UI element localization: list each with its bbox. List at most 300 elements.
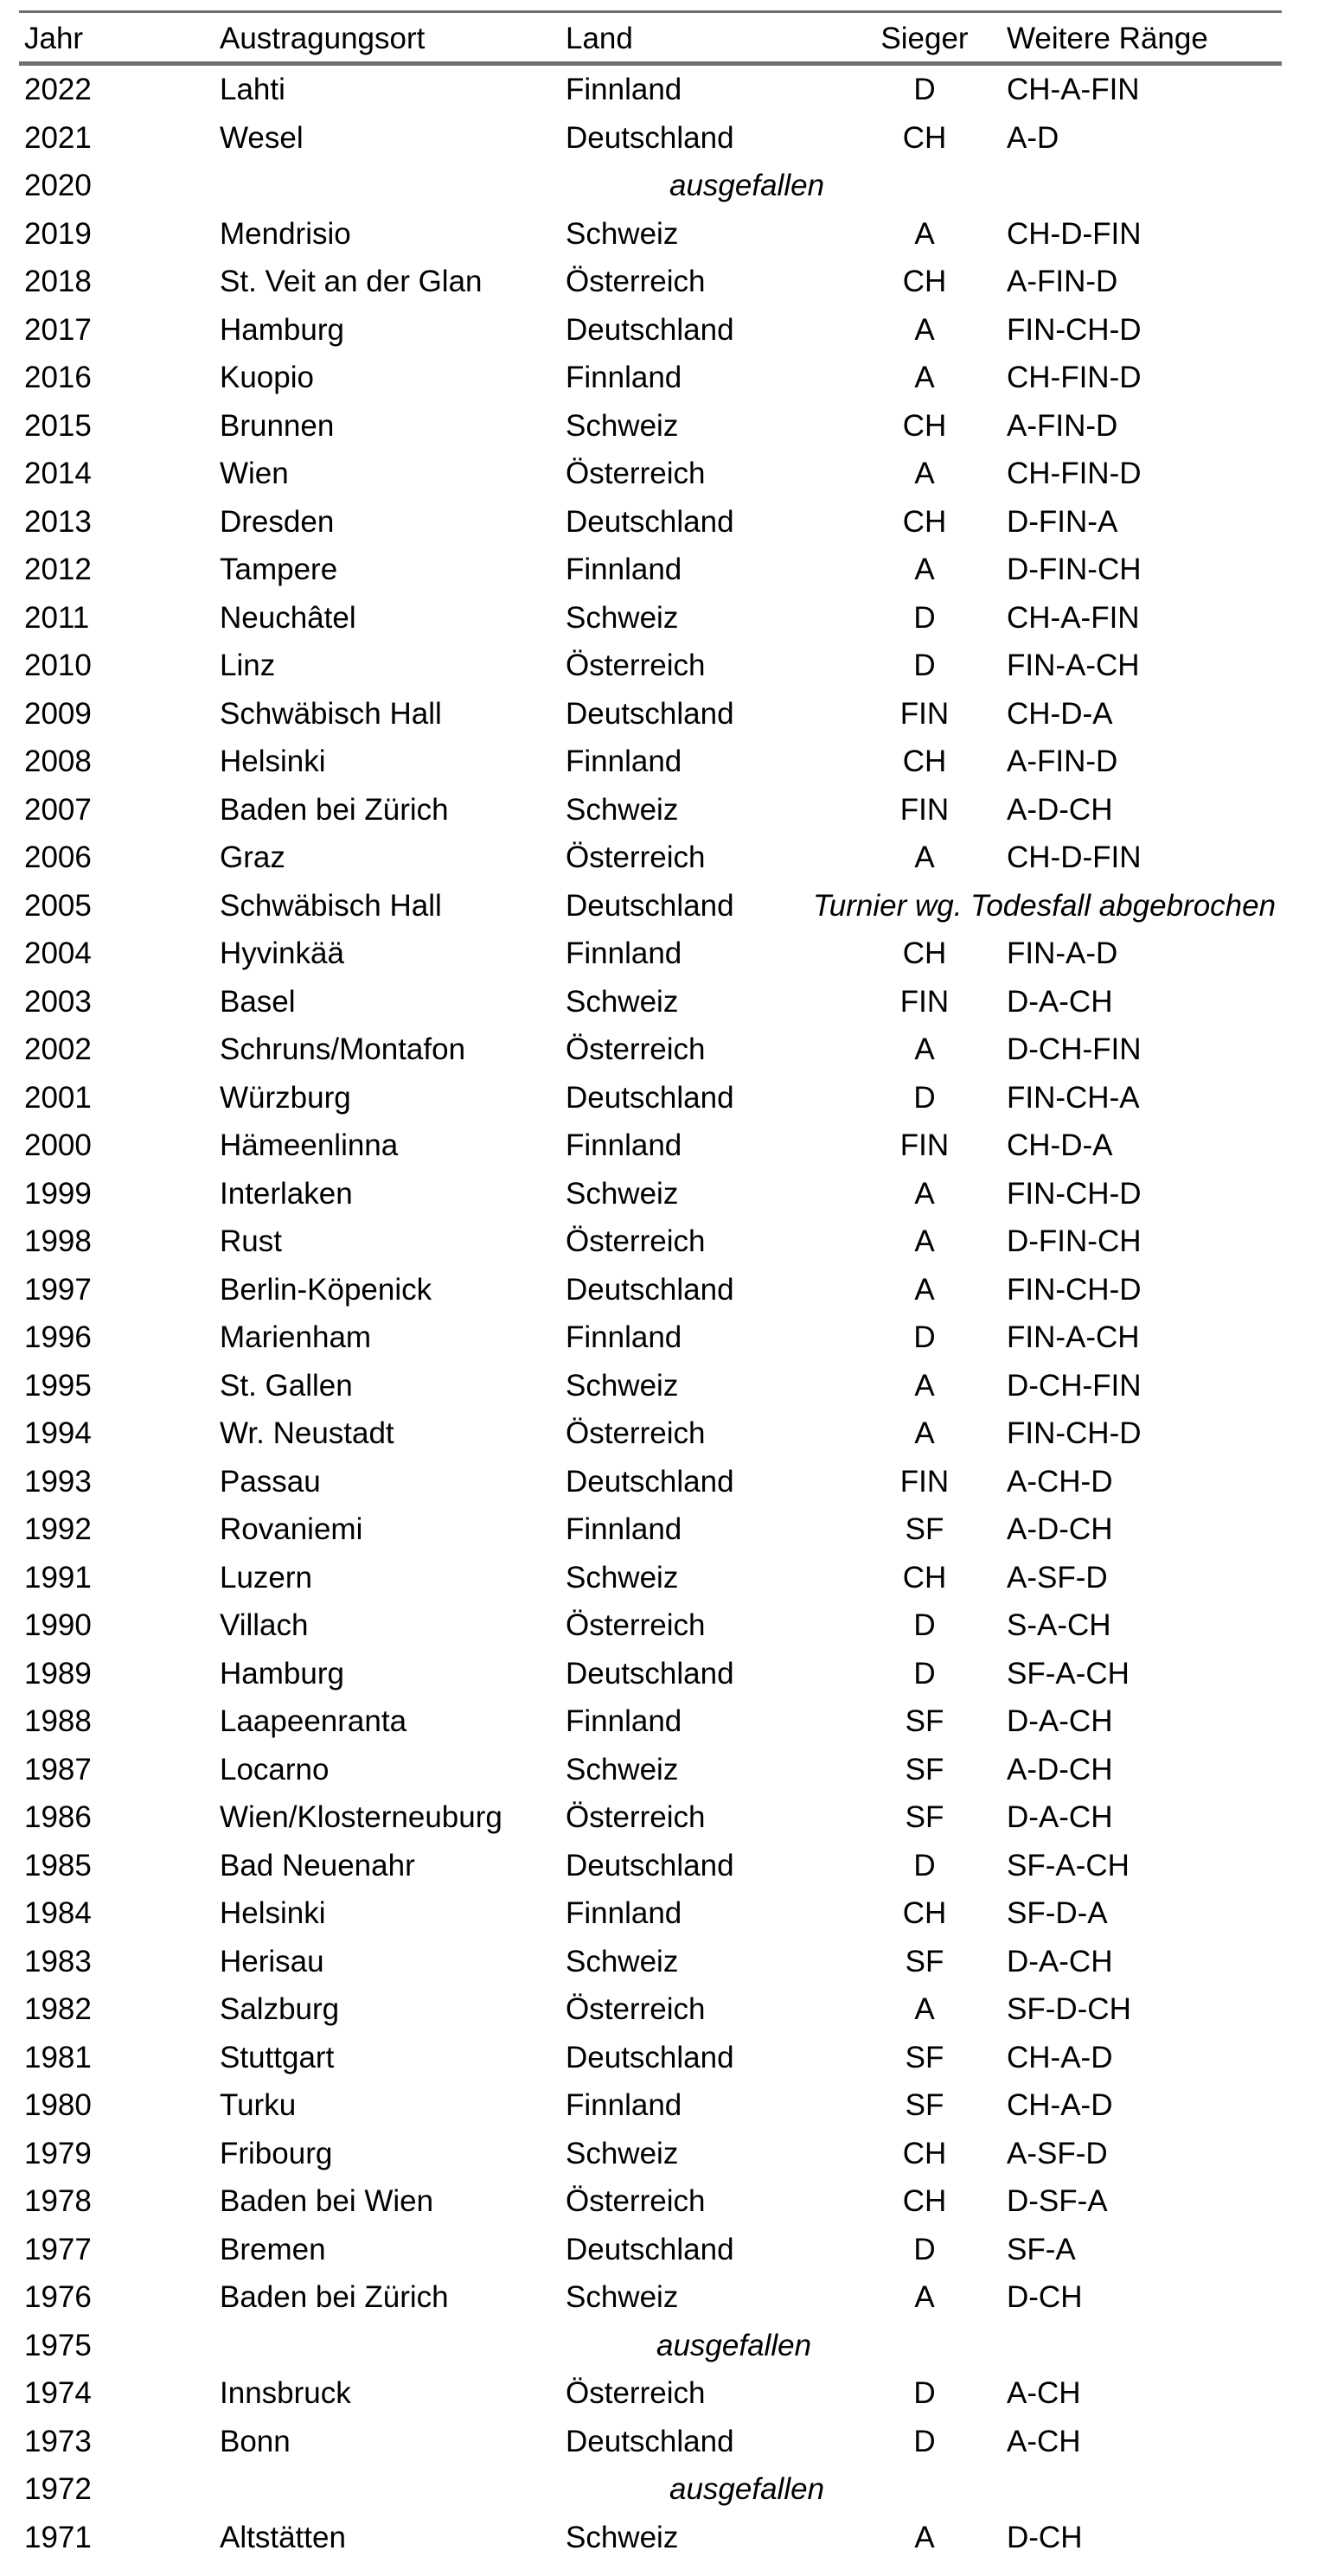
year-cell: 1982 xyxy=(24,1992,92,2026)
country-cell: Deutschland xyxy=(566,504,734,539)
venue-cell: Lahti xyxy=(220,73,285,106)
table-row xyxy=(19,1746,1335,1794)
winner-cell: A xyxy=(914,1992,935,2026)
year-cell: 2005 xyxy=(24,888,92,923)
country-cell: Österreich xyxy=(566,1416,706,1450)
country-cell: Schweiz xyxy=(566,216,679,251)
table-row xyxy=(19,1889,1335,1938)
year-cell: 1992 xyxy=(24,1512,92,1546)
year-cell: 1989 xyxy=(24,1656,92,1691)
country-cell: Schweiz xyxy=(566,984,679,1019)
country-cell: Deutschland xyxy=(566,2040,734,2074)
ranks-cell: CH-D-A xyxy=(1007,1128,1113,1162)
year-cell: 1977 xyxy=(24,2232,92,2266)
winner-cell: D xyxy=(913,600,936,635)
table-row xyxy=(19,258,1335,306)
venue-cell: Basel xyxy=(220,984,296,1019)
ranks-cell: CH-A-D xyxy=(1007,2088,1113,2122)
table-row xyxy=(19,1793,1335,1842)
venue-cell: Hamburg xyxy=(220,1656,344,1691)
country-cell: Deutschland xyxy=(566,888,734,923)
ranks-cell: CH-FIN-D xyxy=(1007,457,1142,490)
winner-cell: D xyxy=(913,2376,936,2410)
winner-cell: FIN xyxy=(899,1464,950,1499)
year-cell: 1994 xyxy=(24,1416,92,1450)
country-cell: Schweiz xyxy=(566,600,679,635)
ranks-cell: CH-D-A xyxy=(1007,696,1113,731)
year-cell: 1974 xyxy=(24,2376,92,2410)
table-row xyxy=(19,450,1335,498)
note-cell: ausgefallen xyxy=(669,2472,825,2506)
ranks-cell: FIN-A-D xyxy=(1007,936,1118,970)
winner-cell: SF xyxy=(905,2040,944,2074)
country-cell: Deutschland xyxy=(566,2232,734,2266)
year-cell: 2019 xyxy=(24,216,92,251)
table-row xyxy=(19,546,1335,594)
country-cell: Österreich xyxy=(566,1608,706,1642)
ranks-cell: D-SF-A xyxy=(1007,2184,1108,2218)
table-row xyxy=(19,2177,1335,2226)
country-cell: Schweiz xyxy=(566,1944,679,1978)
ranks-cell: A-FIN-D xyxy=(1007,745,1118,778)
table-row xyxy=(19,786,1335,834)
header-winner: Sieger xyxy=(880,22,969,55)
ranks-cell: D-A-CH xyxy=(1007,984,1113,1019)
ranks-cell: D-A-CH xyxy=(1007,1704,1113,1738)
winner-cell: CH xyxy=(902,936,947,970)
winner-cell: A xyxy=(914,841,935,874)
country-cell: Finnland xyxy=(566,361,682,394)
ranks-cell: D-CH xyxy=(1007,2520,1083,2554)
ranks-cell: A-CH xyxy=(1007,2424,1081,2458)
venue-cell: Schwäbisch Hall xyxy=(220,696,442,731)
year-cell: 1998 xyxy=(24,1224,92,1258)
year-cell: 1972 xyxy=(24,2472,92,2506)
year-cell: 1971 xyxy=(24,2520,92,2554)
table-row xyxy=(19,114,1335,163)
venue-cell: Wr. Neustadt xyxy=(220,1416,394,1450)
winner-cell: SF xyxy=(905,1944,944,1978)
winner-cell: A xyxy=(914,2280,935,2314)
note-cell: ausgefallen xyxy=(656,2328,812,2362)
ranks-cell: A-D-CH xyxy=(1007,1752,1113,1787)
table-row xyxy=(19,1458,1335,1506)
winner-cell: SF xyxy=(905,1704,944,1738)
table-row xyxy=(19,210,1335,259)
country-cell: Schweiz xyxy=(566,1368,679,1403)
year-cell: 2001 xyxy=(24,1080,92,1115)
year-cell: 2020 xyxy=(24,169,92,202)
ranks-cell: A-CH xyxy=(1007,2376,1081,2410)
table-row xyxy=(19,1170,1335,1218)
winner-cell: D xyxy=(913,73,936,106)
ranks-cell: CH-FIN-D xyxy=(1007,361,1142,394)
table-row xyxy=(19,354,1335,402)
table-row xyxy=(19,642,1335,690)
table-row xyxy=(19,1362,1335,1410)
venue-cell: Wien/Klosterneuburg xyxy=(220,1800,502,1834)
table-row xyxy=(19,2081,1335,2130)
winner-cell: D xyxy=(913,2424,936,2458)
winner-cell: D xyxy=(913,1608,936,1642)
winner-cell: A xyxy=(914,1416,935,1450)
country-cell: Schweiz xyxy=(566,2520,679,2554)
country-cell: Finnland xyxy=(566,745,682,778)
country-cell: Österreich xyxy=(566,649,706,682)
winner-cell: A xyxy=(914,1272,935,1307)
year-cell: 1993 xyxy=(24,1464,92,1499)
ranks-cell: A-CH-D xyxy=(1007,1464,1113,1499)
country-cell: Finnland xyxy=(566,553,682,586)
winner-cell: SF xyxy=(905,2088,944,2122)
winner-cell: CH xyxy=(902,504,947,539)
venue-cell: Laapeenranta xyxy=(220,1704,407,1738)
country-cell: Deutschland xyxy=(566,1656,734,1691)
venue-cell: Rust xyxy=(220,1224,282,1258)
year-cell: 2021 xyxy=(24,120,92,155)
winner-cell: A xyxy=(914,1368,935,1403)
country-cell: Österreich xyxy=(566,1224,706,1258)
table-row xyxy=(19,1985,1335,2034)
year-cell: 2002 xyxy=(24,1032,92,1066)
header-ranks: Weitere Ränge xyxy=(1007,22,1208,55)
country-cell: Schweiz xyxy=(566,408,679,443)
table-row xyxy=(19,1601,1335,1650)
year-cell: 2004 xyxy=(24,936,92,970)
year-cell: 1991 xyxy=(24,1560,92,1595)
ranks-cell: FIN-CH-D xyxy=(1007,1416,1142,1450)
venue-cell: Linz xyxy=(220,649,276,682)
venue-cell: Interlaken xyxy=(220,1176,353,1211)
venue-cell: Schruns/Montafon xyxy=(220,1032,466,1066)
table-row xyxy=(19,2465,1335,2514)
venue-cell: Passau xyxy=(220,1464,321,1499)
table-header xyxy=(19,10,1282,66)
country-cell: Schweiz xyxy=(566,1176,679,1211)
year-cell: 2006 xyxy=(24,841,92,874)
winner-cell: A xyxy=(914,2520,935,2554)
venue-cell: Dresden xyxy=(220,504,335,539)
ranks-cell: CH-D-FIN xyxy=(1007,841,1142,874)
venue-cell: Turku xyxy=(220,2088,297,2122)
ranks-cell: FIN-A-CH xyxy=(1007,1320,1140,1354)
ranks-cell: A-FIN-D xyxy=(1007,265,1118,298)
year-cell: 1995 xyxy=(24,1368,92,1403)
ranks-cell: FIN-CH-A xyxy=(1007,1080,1140,1115)
venue-cell: Helsinki xyxy=(220,745,326,778)
year-cell: 1986 xyxy=(24,1800,92,1834)
table-row xyxy=(19,1842,1335,1890)
year-cell: 2007 xyxy=(24,792,92,827)
venue-cell: Bonn xyxy=(220,2424,291,2458)
year-cell: 1973 xyxy=(24,2424,92,2458)
year-cell: 1975 xyxy=(24,2328,92,2362)
year-cell: 2013 xyxy=(24,504,92,539)
year-cell: 1980 xyxy=(24,2088,92,2122)
country-cell: Österreich xyxy=(566,841,706,874)
winner-cell: A xyxy=(914,361,935,394)
venue-cell: Salzburg xyxy=(220,1992,340,2026)
venue-cell: Baden bei Zürich xyxy=(220,2280,449,2314)
venue-cell: St. Veit an der Glan xyxy=(220,265,483,298)
venue-cell: Rovaniemi xyxy=(220,1512,363,1546)
year-cell: 2010 xyxy=(24,649,92,682)
ranks-cell: D-CH xyxy=(1007,2280,1083,2314)
table-row xyxy=(19,2226,1335,2274)
venue-cell: Hyvinkää xyxy=(220,936,344,970)
venue-cell: Hamburg xyxy=(220,312,344,347)
ranks-cell: A-D-CH xyxy=(1007,1512,1113,1546)
table-row xyxy=(19,66,1335,114)
table-row xyxy=(19,1074,1335,1122)
winner-cell: FIN xyxy=(899,696,950,731)
year-cell: 1981 xyxy=(24,2040,92,2074)
ranks-cell: D-FIN-CH xyxy=(1007,1224,1142,1258)
year-cell: 2000 xyxy=(24,1128,92,1162)
country-cell: Schweiz xyxy=(566,2280,679,2314)
winner-cell: CH xyxy=(902,2184,947,2218)
ranks-cell: CH-A-D xyxy=(1007,2040,1113,2074)
winner-cell: A xyxy=(914,312,935,347)
venue-cell: Neuchâtel xyxy=(220,600,356,635)
table-row xyxy=(19,1266,1335,1314)
ranks-cell: A-FIN-D xyxy=(1007,408,1118,443)
winner-cell: D xyxy=(913,1848,936,1882)
venue-cell: Würzburg xyxy=(220,1080,351,1115)
venue-cell: Villach xyxy=(220,1608,309,1642)
winner-cell: SF xyxy=(905,1752,944,1787)
country-cell: Österreich xyxy=(566,265,706,298)
table-row xyxy=(19,1026,1335,1074)
year-cell: 1999 xyxy=(24,1176,92,1211)
winner-cell: A xyxy=(914,1224,935,1258)
winner-cell: D xyxy=(913,1080,936,1115)
venue-cell: Stuttgart xyxy=(220,2040,335,2074)
ranks-cell: D-FIN-CH xyxy=(1007,553,1142,586)
venue-cell: Altstätten xyxy=(220,2520,346,2554)
country-cell: Schweiz xyxy=(566,1752,679,1787)
country-cell: Deutschland xyxy=(566,2424,734,2458)
year-cell: 1990 xyxy=(24,1608,92,1642)
country-cell: Österreich xyxy=(566,457,706,490)
country-cell: Deutschland xyxy=(566,1080,734,1115)
table-row xyxy=(19,2418,1335,2466)
table-row xyxy=(19,2273,1335,2322)
country-cell: Finnland xyxy=(566,73,682,106)
winner-cell: D xyxy=(913,1656,936,1691)
ranks-cell: FIN-CH-D xyxy=(1007,312,1142,347)
country-cell: Österreich xyxy=(566,2376,706,2410)
year-cell: 2012 xyxy=(24,553,92,586)
ranks-cell: CH-A-FIN xyxy=(1007,73,1140,106)
year-cell: 1996 xyxy=(24,1320,92,1354)
venue-cell: Tampere xyxy=(220,553,338,586)
year-cell: 1983 xyxy=(24,1944,92,1978)
ranks-cell: FIN-CH-D xyxy=(1007,1272,1142,1307)
ranks-cell: SF-A xyxy=(1007,2232,1076,2266)
table-row xyxy=(19,1554,1335,1602)
table-row xyxy=(19,1218,1335,1266)
venue-cell: Baden bei Wien xyxy=(220,2184,434,2218)
country-cell: Deutschland xyxy=(566,120,734,155)
winner-cell: A xyxy=(914,457,935,490)
winner-cell: FIN xyxy=(899,984,950,1019)
ranks-cell: CH-A-FIN xyxy=(1007,600,1140,635)
table-row xyxy=(19,690,1335,738)
table-row xyxy=(19,738,1335,786)
venue-cell: Bremen xyxy=(220,2232,326,2266)
ranks-cell: SF-A-CH xyxy=(1007,1848,1130,1882)
year-cell: 1997 xyxy=(24,1272,92,1307)
header-year: Jahr xyxy=(24,22,84,55)
venue-cell: Graz xyxy=(220,841,285,874)
venue-cell: Brunnen xyxy=(220,408,335,443)
country-cell: Deutschland xyxy=(566,1848,734,1882)
table-row xyxy=(19,1650,1335,1698)
venue-cell: Herisau xyxy=(220,1944,324,1978)
country-cell: Finnland xyxy=(566,1896,682,1930)
year-cell: 2008 xyxy=(24,745,92,778)
winner-cell: CH xyxy=(902,1896,947,1930)
ranks-cell: A-SF-D xyxy=(1007,2136,1108,2170)
venue-cell: Luzern xyxy=(220,1560,313,1595)
table-row xyxy=(19,2514,1335,2562)
winner-cell: CH xyxy=(902,120,947,155)
venue-cell: Bad Neuenahr xyxy=(220,1848,415,1882)
year-cell: 2011 xyxy=(24,600,90,635)
winner-cell: A xyxy=(914,1176,935,1211)
ranks-cell: D-FIN-A xyxy=(1007,504,1118,539)
year-cell: 2017 xyxy=(24,312,92,347)
venue-cell: Kuopio xyxy=(220,361,314,394)
year-cell: 1984 xyxy=(24,1896,92,1930)
year-cell: 1987 xyxy=(24,1752,92,1787)
year-cell: 2015 xyxy=(24,408,92,443)
venue-cell: Berlin-Köpenick xyxy=(220,1272,432,1307)
table-row xyxy=(19,834,1335,882)
ranks-cell: D-A-CH xyxy=(1007,1944,1113,1978)
venue-cell: Schwäbisch Hall xyxy=(220,888,442,923)
winner-cell: CH xyxy=(902,2136,947,2170)
venue-cell: St. Gallen xyxy=(220,1368,353,1403)
table-row xyxy=(19,1697,1335,1746)
winner-cell: A xyxy=(914,1032,935,1066)
country-cell: Finnland xyxy=(566,1320,682,1354)
header-country: Land xyxy=(566,22,633,55)
table-row xyxy=(19,306,1335,355)
results-table xyxy=(19,10,1335,2561)
winner-cell: D xyxy=(913,649,936,682)
venue-cell: Marienham xyxy=(220,1320,372,1354)
winner-cell: FIN xyxy=(899,1128,950,1162)
header-venue: Austragungsort xyxy=(220,22,426,55)
country-cell: Österreich xyxy=(566,2184,706,2218)
ranks-cell: CH-D-FIN xyxy=(1007,216,1142,251)
venue-cell: Locarno xyxy=(220,1752,330,1787)
venue-cell: Baden bei Zürich xyxy=(220,792,449,827)
country-cell: Finnland xyxy=(566,1704,682,1738)
country-cell: Deutschland xyxy=(566,696,734,731)
ranks-cell: A-SF-D xyxy=(1007,1560,1108,1595)
ranks-cell: SF-D-A xyxy=(1007,1896,1108,1930)
winner-cell: SF xyxy=(905,1512,944,1546)
venue-cell: Wesel xyxy=(220,120,304,155)
venue-cell: Mendrisio xyxy=(220,216,351,251)
year-cell: 2009 xyxy=(24,696,92,731)
ranks-cell: D-CH-FIN xyxy=(1007,1032,1142,1066)
year-cell: 1985 xyxy=(24,1848,92,1882)
ranks-cell: FIN-CH-D xyxy=(1007,1176,1142,1211)
ranks-cell: S-A-CH xyxy=(1007,1608,1111,1642)
winner-cell: CH xyxy=(902,1560,947,1595)
note-cell: Turnier wg. Todesfall abgebrochen xyxy=(813,888,1277,923)
table-row xyxy=(19,1314,1335,1362)
year-cell: 2003 xyxy=(24,984,92,1019)
country-cell: Finnland xyxy=(566,1512,682,1546)
country-cell: Österreich xyxy=(566,1992,706,2026)
venue-cell: Wien xyxy=(220,457,289,490)
country-cell: Finnland xyxy=(566,2088,682,2122)
table-row xyxy=(19,978,1335,1026)
year-cell: 1988 xyxy=(24,1704,92,1738)
table-row xyxy=(19,1505,1335,1554)
winner-cell: CH xyxy=(902,265,947,298)
country-cell: Schweiz xyxy=(566,792,679,827)
year-cell: 1979 xyxy=(24,2136,92,2170)
country-cell: Schweiz xyxy=(566,2136,679,2170)
winner-cell: D xyxy=(913,1320,936,1354)
ranks-cell: SF-A-CH xyxy=(1007,1656,1130,1691)
table-row xyxy=(19,2130,1335,2178)
venue-cell: Fribourg xyxy=(220,2136,333,2170)
ranks-cell: D-CH-FIN xyxy=(1007,1368,1142,1403)
table-row xyxy=(19,498,1335,547)
venue-cell: Helsinki xyxy=(220,1896,326,1930)
table-row xyxy=(19,402,1335,451)
table-row xyxy=(19,594,1335,642)
ranks-cell: A-D xyxy=(1007,120,1059,155)
year-cell: 2022 xyxy=(24,73,92,106)
table-row xyxy=(19,162,1335,210)
winner-cell: A xyxy=(914,553,935,586)
table-row xyxy=(19,2034,1335,2082)
venue-cell: Hämeenlinna xyxy=(220,1128,399,1162)
table-row xyxy=(19,882,1335,930)
country-cell: Deutschland xyxy=(566,312,734,347)
year-cell: 1978 xyxy=(24,2184,92,2218)
year-cell: 2016 xyxy=(24,361,92,394)
ranks-cell: SF-D-CH xyxy=(1007,1992,1131,2026)
table-body xyxy=(19,66,1335,2561)
table-row xyxy=(19,1409,1335,1458)
country-cell: Schweiz xyxy=(566,1560,679,1595)
country-cell: Österreich xyxy=(566,1032,706,1066)
country-cell: Finnland xyxy=(566,1128,682,1162)
table-row xyxy=(19,2369,1335,2418)
winner-cell: CH xyxy=(902,745,947,778)
country-cell: Deutschland xyxy=(566,1464,734,1499)
ranks-cell: D-A-CH xyxy=(1007,1800,1113,1834)
winner-cell: FIN xyxy=(899,792,950,827)
table-row xyxy=(19,2322,1335,2370)
winner-cell: SF xyxy=(905,1800,944,1834)
winner-cell: A xyxy=(914,216,935,251)
country-cell: Deutschland xyxy=(566,1272,734,1307)
year-cell: 1976 xyxy=(24,2280,92,2314)
country-cell: Österreich xyxy=(566,1800,706,1834)
table-row xyxy=(19,1122,1335,1170)
table-row xyxy=(19,1938,1335,1986)
